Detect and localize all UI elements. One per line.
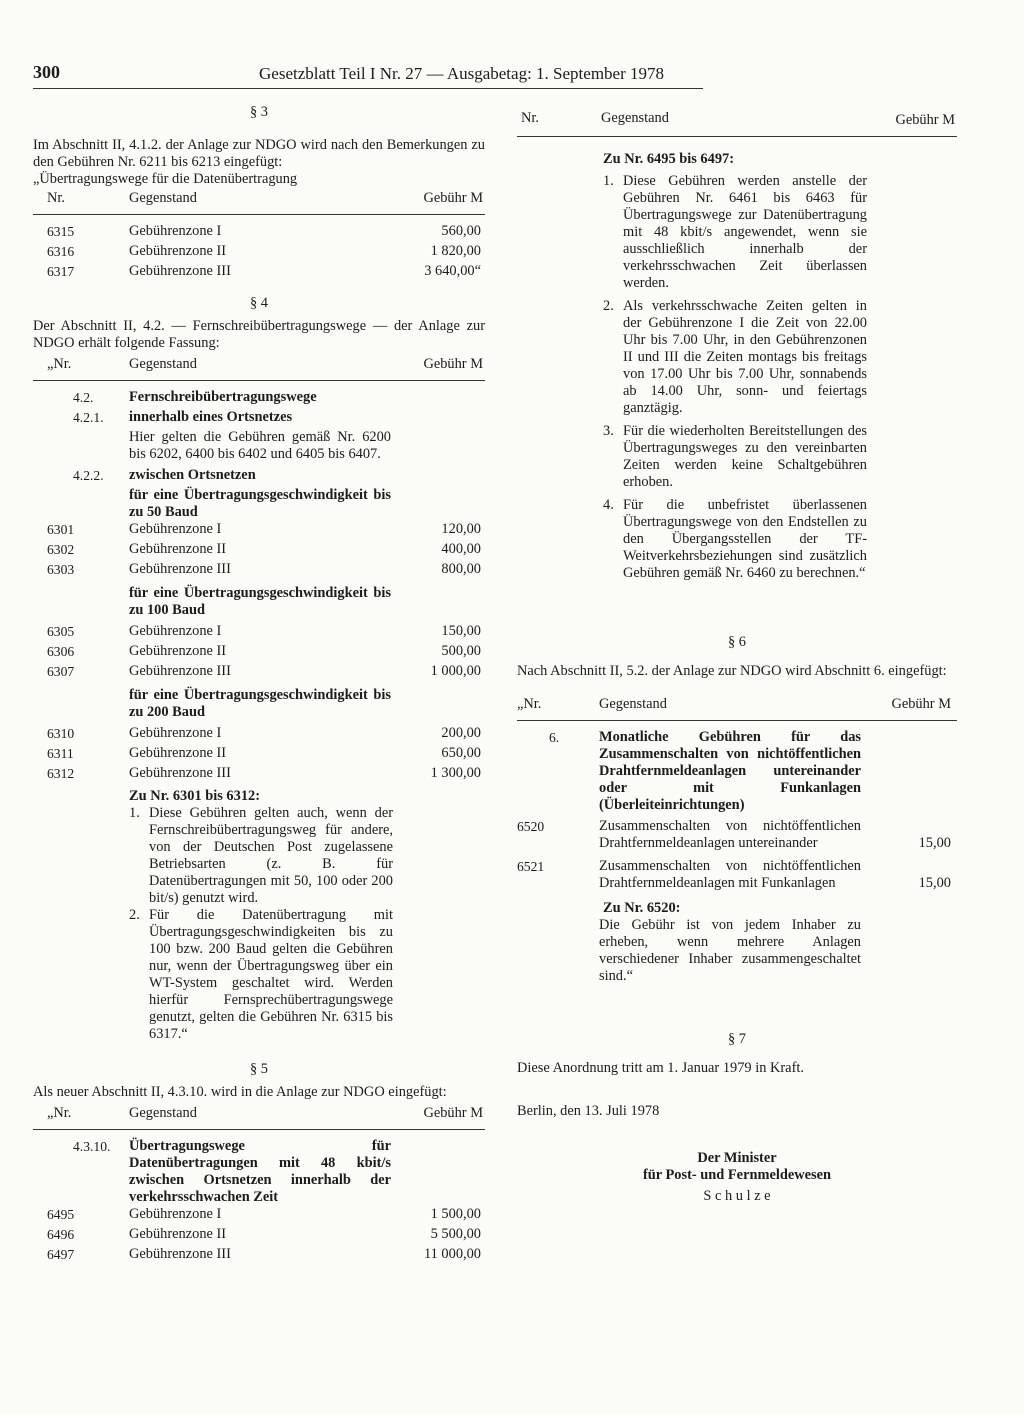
table-row: 6305 Gebührenzone I 150,00 bbox=[47, 623, 481, 639]
header-gebuehr: Gebühr M bbox=[423, 190, 483, 206]
signature-name: S c h u l z e bbox=[703, 1188, 771, 1204]
table-row: 6310 Gebührenzone I 200,00 bbox=[47, 725, 481, 741]
table-header bbox=[33, 1105, 485, 1125]
header-nr: „Nr. bbox=[47, 356, 72, 372]
table-row: 6520 Zusammenschalten von nichtöffentlichen Drahtfernmeldeanlagen untereinander 15,00 bbox=[517, 818, 951, 851]
table-row: 6316 Gebührenzone II 1 820,00 bbox=[47, 243, 481, 259]
header-gegenstand: Gegenstand bbox=[129, 1105, 197, 1121]
section-heading: § 6 bbox=[728, 634, 746, 650]
table-row: 6312 Gebührenzone III 1 300,00 bbox=[47, 765, 481, 781]
table-rule bbox=[517, 720, 957, 721]
section-intro: Als neuer Abschnitt II, 4.3.10. wird in die Anlage zur NDGO eingefügt: bbox=[33, 1084, 447, 1100]
section-row: 4.3.10. Übertragungswege für Datenübertragungen mit 48 kbit/s zwischen Ortsnetzen innerhalb der verkehrsschwachen Zeit bbox=[73, 1138, 391, 1205]
table-row: 6521 Zusammenschalten von nichtöffentlichen Drahtfernmeldeanlagen mit Funkanlagen 15,00 bbox=[517, 858, 951, 891]
table-header bbox=[517, 696, 957, 716]
section-row: 4.2.1. innerhalb eines Ortsnetzes bbox=[73, 409, 293, 425]
header-gebuehr: Gebühr M bbox=[895, 112, 955, 128]
header-gegenstand: Gegenstand bbox=[129, 356, 197, 372]
notes-list bbox=[129, 805, 485, 1043]
table-row: 6495 Gebührenzone I 1 500,00 bbox=[47, 1206, 481, 1222]
section-row: 4.2.2. zwischen Ortsnetzen bbox=[73, 467, 256, 483]
header-nr: Nr. bbox=[47, 190, 65, 206]
list-item: 1. Diese Gebühren werden anstelle der Gebühren Nr. 6461 bis 6463 für Übertragungswege zur Datenübertragung mit 48 kbit/s angewendet, wenn sie ausschließlich innerhalb der verkehrsschwachen Zeit überlassen werden. bbox=[603, 173, 867, 291]
table-rule bbox=[517, 136, 957, 137]
list-item: 3. Für die wiederholten Bereitstellungen des Übertragungsweges zu den vereinbarten Zeiten werden keine Schaltgebühren erhoben. bbox=[603, 423, 867, 490]
section-text: Hier gelten die Gebühren gemäß Nr. 6200 bis 6202, 6400 bis 6402 und 6405 bis 6407. bbox=[129, 429, 391, 462]
table-row: 6317 Gebührenzone III 3 640,00“ bbox=[47, 263, 481, 279]
section-row: 4.2. Fernschreibübertragungswege bbox=[73, 389, 317, 405]
table-row: 6307 Gebührenzone III 1 000,00 bbox=[47, 663, 481, 679]
table-rule bbox=[33, 1129, 485, 1130]
header-title: Gesetzblatt Teil I Nr. 27 — Ausgabetag: 1. September 1978 bbox=[259, 64, 664, 83]
table-row: 6497 Gebührenzone III 11 000,00 bbox=[47, 1246, 481, 1262]
section-heading: § 4 bbox=[250, 295, 268, 311]
section-row: 6. Monatliche Gebühren für das Zusammenschalten von nichtöffentlichen Drahtfernmeldeanlagen untereinander oder mit Funkanlagen (Überleiteinrichtungen) bbox=[549, 729, 861, 813]
header-gegenstand: Gegenstand bbox=[601, 110, 669, 126]
header-rule bbox=[33, 88, 703, 89]
page-header bbox=[33, 64, 723, 86]
table-header bbox=[517, 110, 957, 130]
list-item: 2. Als verkehrsschwache Zeiten gelten in der Gebührenzone I die Zeit von 22.00 Uhr bis 7.00 Uhr, in den Gebührenzonen II und III die Zeiten montags bis freitags von 17.00 Uhr bis 7.00 Uhr, sonnabends ab 14.00 Uhr, sonn- und feiertags ganztägig. bbox=[603, 298, 867, 416]
table-rule bbox=[33, 214, 485, 215]
notes-heading: Zu Nr. 6495 bis 6497: bbox=[603, 151, 735, 167]
page-number: 300 bbox=[33, 62, 60, 82]
signature-role: Der Minister bbox=[697, 1150, 777, 1166]
table-row: 6315 Gebührenzone I 560,00 bbox=[47, 223, 481, 239]
table-rule bbox=[33, 380, 485, 381]
header-gebuehr: Gebühr M bbox=[423, 1105, 483, 1121]
header-nr: „Nr. bbox=[517, 696, 542, 712]
section-heading: § 3 bbox=[250, 104, 268, 120]
notes-heading: Zu Nr. 6301 bis 6312: bbox=[129, 788, 261, 804]
left-column bbox=[33, 104, 485, 1266]
table-row: 6303 Gebührenzone III 800,00 bbox=[47, 561, 481, 577]
header-gebuehr: Gebühr M bbox=[423, 356, 483, 372]
list-item: 2. Für die Datenübertragung mit Übertragungsgeschwindigkeiten bis zu 100 bzw. 200 Baud gelten die Gebühren nur, wenn der Übertragungsweg über ein WT-System geschaltet wird. Werden hierfür Fernsprechübertragungswege genutzt, gelten die Gebühren Nr. 6315 bis 6317.“ bbox=[129, 907, 393, 1042]
list-item: 4. Für die unbefristet überlassenen Übertragungswege von den Endstellen zu den Übergangsstellen der TF-Weitverkehrsbeziehungen sind zusätzlich Gebühren gemäß Nr. 6460 zu berechnen.“ bbox=[603, 497, 867, 581]
header-gegenstand: Gegenstand bbox=[599, 696, 667, 712]
section-intro: Im Abschnitt II, 4.1.2. der Anlage zur NDGO wird nach den Bemerkungen zu den Gebühren Nr. 6211 bis 6213 eingefügt: bbox=[33, 137, 485, 170]
header-nr: Nr. bbox=[521, 110, 539, 126]
header-gegenstand: Gegenstand bbox=[129, 190, 197, 206]
table-row: 6301 Gebührenzone I 120,00 bbox=[47, 521, 481, 537]
group-title: für eine Übertragungsgeschwindigkeit bis zu 50 Baud bbox=[129, 487, 391, 520]
table-row: 6306 Gebührenzone II 500,00 bbox=[47, 643, 481, 659]
notes-list bbox=[603, 173, 957, 582]
section-intro: Nach Abschnitt II, 5.2. der Anlage zur NDGO wird Abschnitt 6. eingefügt: bbox=[517, 663, 947, 679]
table-header bbox=[33, 190, 485, 210]
table-row: 6311 Gebührenzone II 650,00 bbox=[47, 745, 481, 761]
list-item: 1. Diese Gebühren gelten auch, wenn der Fernschreibübertragungsweg für andere, von der Deutschen Post zugelassene Betriebsarten (z. B. für Datenübertragungen mit 50, 100 oder 200 bit/s) genutzt wird. bbox=[129, 805, 393, 906]
table-header bbox=[33, 356, 485, 376]
table-row: 6302 Gebührenzone II 400,00 bbox=[47, 541, 481, 557]
group-title: für eine Übertragungsgeschwindigkeit bis zu 100 Baud bbox=[129, 585, 391, 618]
note-heading: Zu Nr. 6520: bbox=[603, 900, 681, 916]
section-intro: Der Abschnitt II, 4.2. — Fernschreibübertragungswege — der Anlage zur NDGO erhält folgende Fassung: bbox=[33, 318, 485, 351]
section-text: Diese Anordnung tritt am 1. Januar 1979 in Kraft. bbox=[517, 1060, 804, 1076]
header-gebuehr: Gebühr M bbox=[891, 696, 951, 712]
header-nr: „Nr. bbox=[47, 1105, 72, 1121]
group-title: für eine Übertragungsgeschwindigkeit bis zu 200 Baud bbox=[129, 687, 391, 720]
section-heading: § 5 bbox=[250, 1061, 268, 1077]
right-column bbox=[517, 110, 957, 1205]
table-row: 6496 Gebührenzone II 5 500,00 bbox=[47, 1226, 481, 1242]
place-date: Berlin, den 13. Juli 1978 bbox=[517, 1103, 660, 1119]
table-lead: „Übertragungswege für die Datenübertragung bbox=[33, 171, 298, 187]
section-heading: § 7 bbox=[728, 1031, 746, 1047]
signature-role-2: für Post- und Fernmeldewesen bbox=[643, 1167, 831, 1183]
note-text: Die Gebühr ist von jedem Inhaber zu erheben, wenn mehrere Anlagen verschiedener Inhaber zusammengeschaltet sind.“ bbox=[599, 917, 861, 984]
